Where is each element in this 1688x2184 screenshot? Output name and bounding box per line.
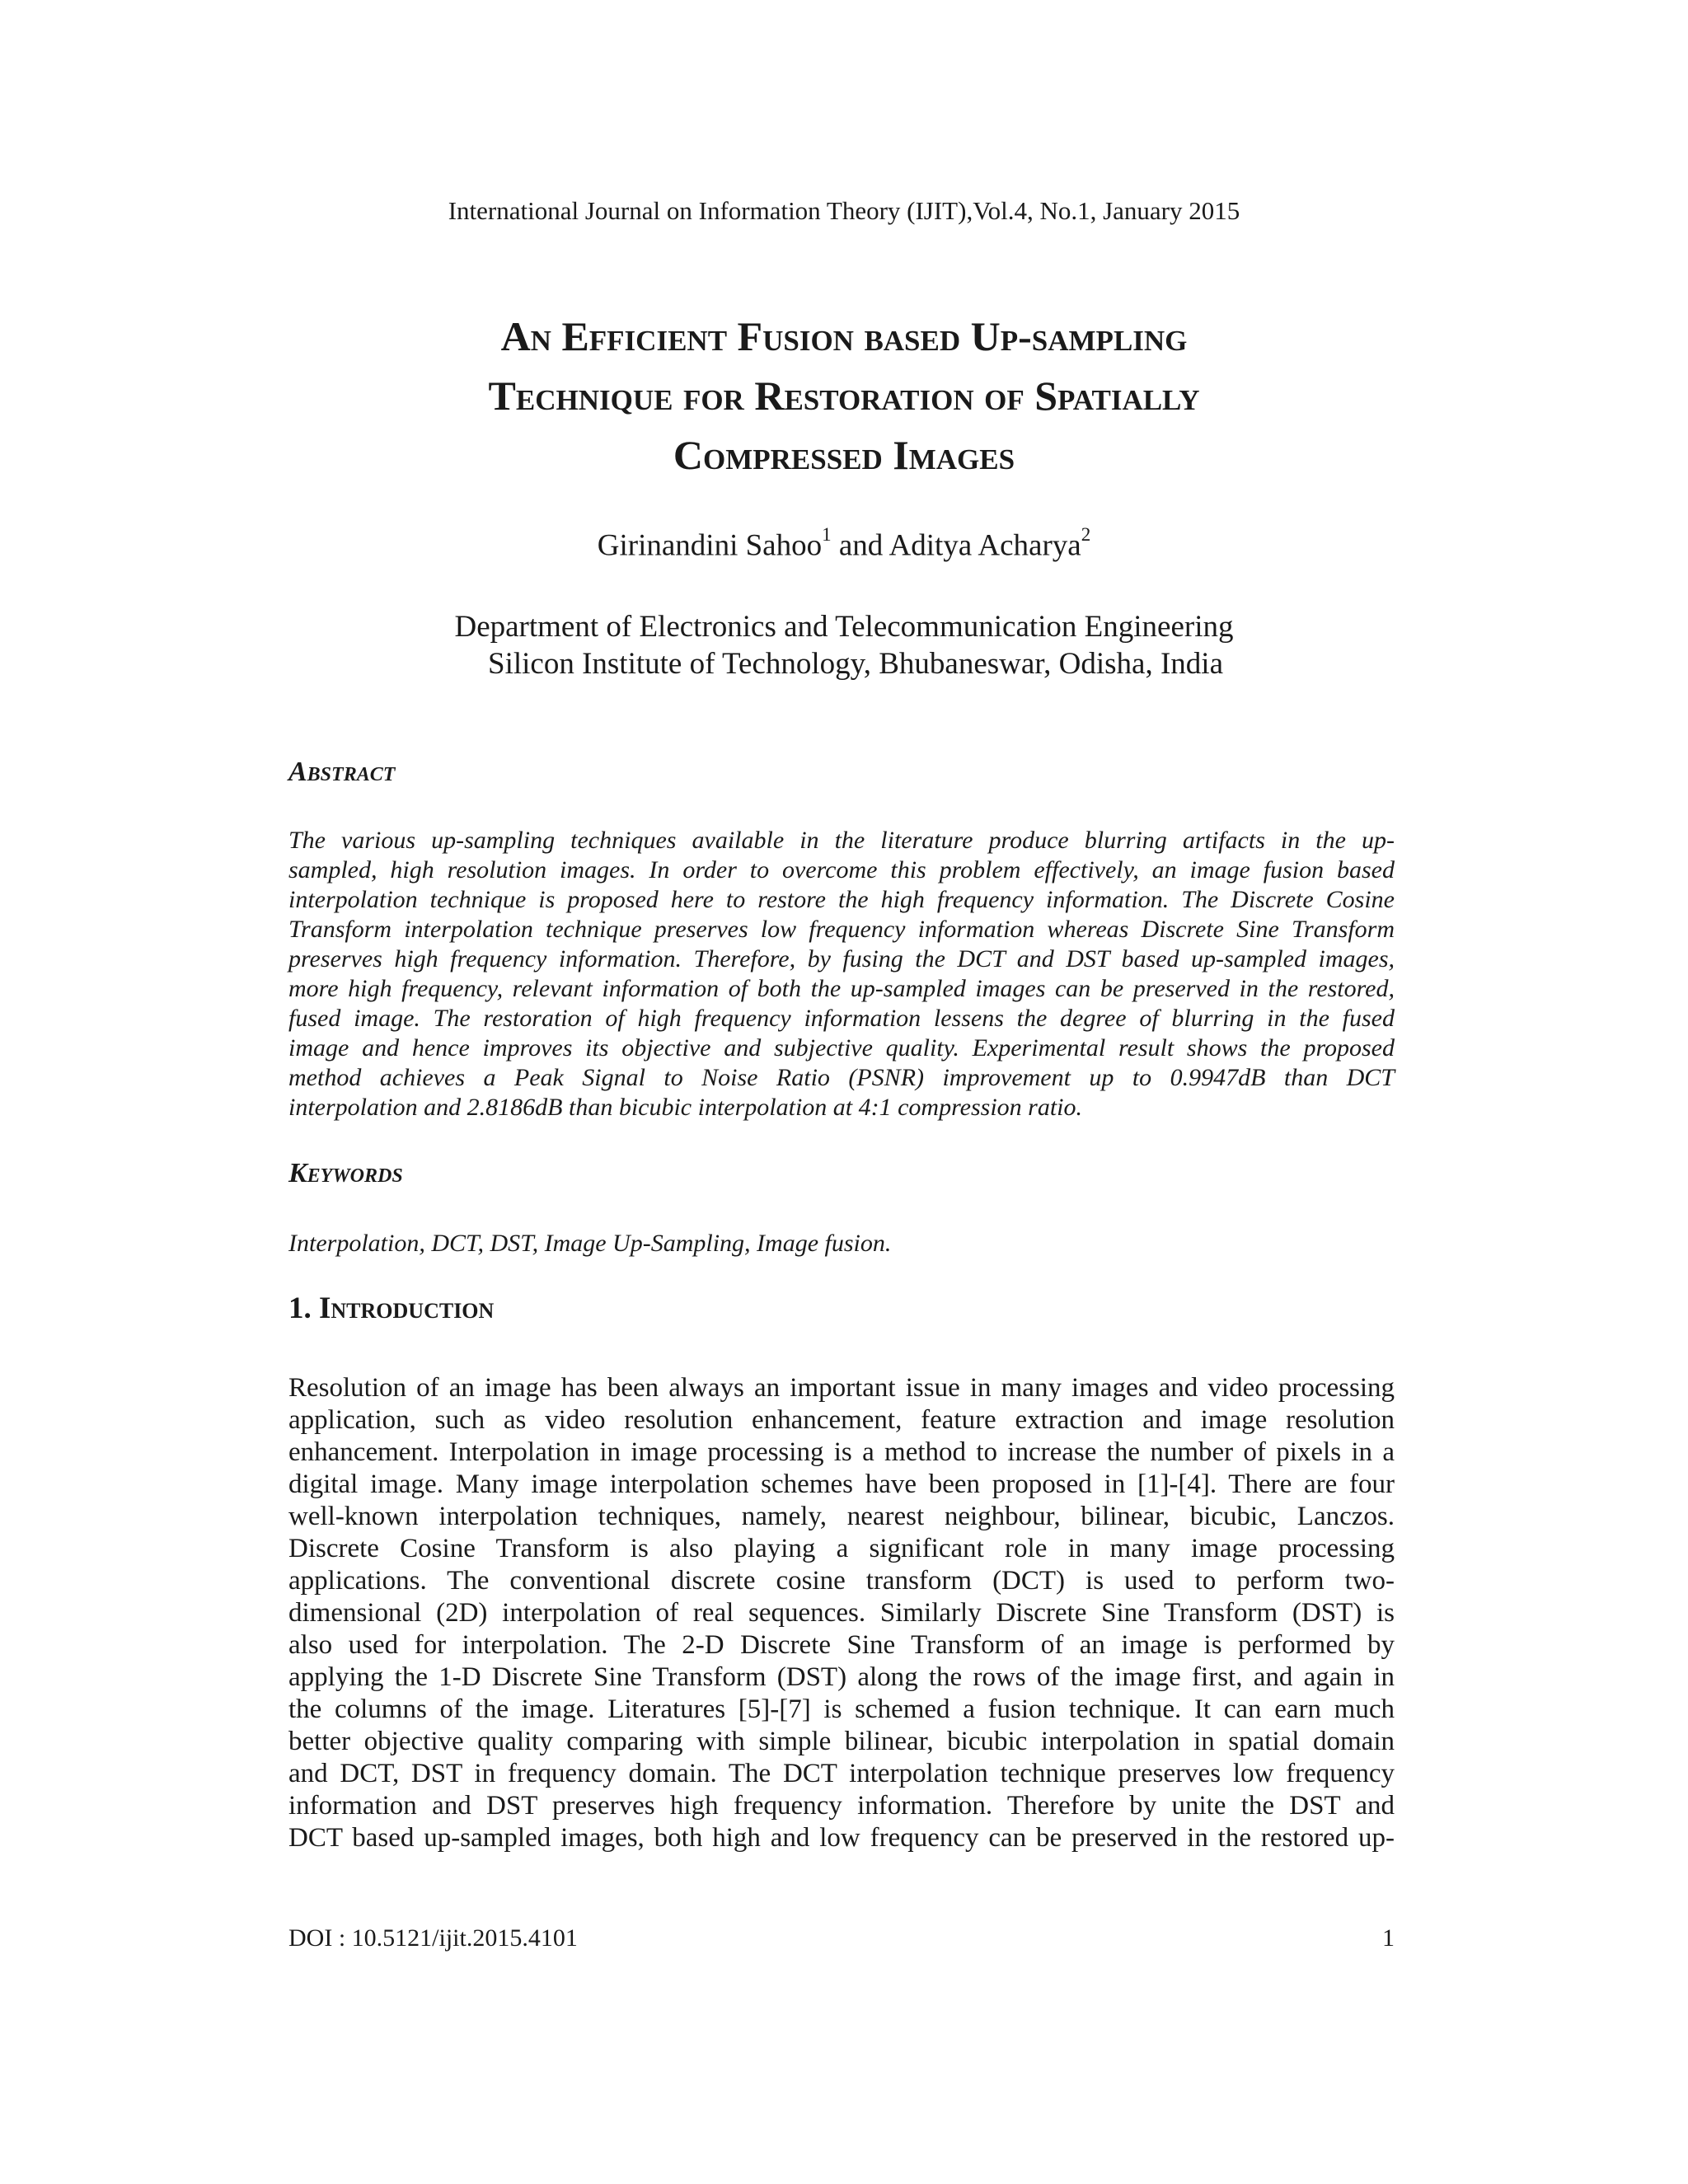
introduction-line: Discrete Cosine Transform is also playing a significant role in many image processing <box>288 1534 1395 1563</box>
author-list <box>0 524 1688 563</box>
abstract-line: preserves high frequency information. Therefore, by fusing the DCT and DST based up-sampled images, <box>288 945 1395 972</box>
introduction-line: information and DST preserves high frequency information. Therefore by unite the DST and <box>288 1791 1395 1821</box>
introduction-line: dimensional (2D) interpolation of real sequences. Similarly Discrete Sine Transform (DST) is <box>288 1598 1395 1628</box>
title-line: Technique for Restoration of Spatially <box>488 373 1200 419</box>
abstract-line: more high frequency, relevant information of both the up-sampled images can be preserved in the restored, <box>288 975 1395 1002</box>
abstract-heading: Abstract <box>288 757 396 787</box>
author-conjunction: and <box>831 528 889 563</box>
introduction-line: also used for interpolation. The 2-D Discrete Sine Transform of an image is performed by <box>288 1630 1395 1660</box>
introduction-line: DCT based up-sampled images, both high and low frequency can be preserved in the restored up- <box>288 1823 1395 1853</box>
introduction-line: and DCT, DST in frequency domain. The DCT interpolation technique preserves low frequency <box>288 1759 1395 1788</box>
abstract-line: Transform interpolation technique preserves low frequency information whereas Discrete Sine Transform <box>288 916 1395 943</box>
author-name: Girinandini Sahoo <box>597 528 823 563</box>
title-line: An Efficient Fusion based Up-sampling <box>500 313 1188 359</box>
keywords-text: Interpolation, DCT, DST, Image Up-Sampling, Image fusion. <box>288 1230 892 1257</box>
author-name: Aditya Acharya <box>889 528 1081 563</box>
introduction-line: better objective quality comparing with simple bilinear, bicubic interpolation in spatial domain <box>288 1727 1395 1756</box>
affiliation <box>0 608 1688 682</box>
abstract-line: fused image. The restoration of high frequency information lessens the degree of blurring in the fused <box>288 1005 1395 1032</box>
doi-footer: DOI : 10.5121/ijit.2015.4101 <box>288 1924 578 1952</box>
affiliation-department: Department of Electronics and Telecommunication Engineering <box>454 610 1234 644</box>
introduction-line: digital image. Many image interpolation schemes have been proposed in [1]-[4]. There are four <box>288 1469 1395 1499</box>
introduction-line: application, such as video resolution enhancement, feature extraction and image resolution <box>288 1405 1395 1435</box>
paper-title <box>185 307 1503 485</box>
abstract-line: method achieves a Peak Signal to Noise Ratio (PSNR) improvement up to 0.9947dB than DCT <box>288 1064 1395 1091</box>
keywords-heading: Keywords <box>288 1158 403 1188</box>
author-affiliation-mark: 1 <box>822 524 832 545</box>
abstract-line: interpolation technique is proposed here to restore the high frequency information. The Discrete Cosine <box>288 886 1395 913</box>
introduction-line: applying the 1-D Discrete Sine Transform (DST) along the rows of the image first, and again in <box>288 1662 1395 1692</box>
introduction-line: the columns of the image. Literatures [5]-[7] is schemed a fusion technique. It can earn much <box>288 1694 1395 1724</box>
author-affiliation-mark: 2 <box>1081 524 1091 545</box>
page-number: 1 <box>1382 1924 1395 1952</box>
affiliation-institute: Silicon Institute of Technology, Bhubaneswar, Odisha, India <box>488 647 1223 681</box>
introduction-line: applications. The conventional discrete cosine transform (DCT) is used to perform two- <box>288 1566 1395 1596</box>
abstract-line: sampled, high resolution images. In order to overcome this problem effectively, an image fusion based <box>288 856 1395 883</box>
introduction-line: enhancement. Interpolation in image processing is a method to increase the number of pixels in a <box>288 1437 1395 1467</box>
introduction-heading: 1. Introduction <box>288 1291 495 1325</box>
abstract-line: interpolation and 2.8186dB than bicubic interpolation at 4:1 compression ratio. <box>288 1094 1083 1121</box>
title-line: Compressed Images <box>673 432 1015 478</box>
journal-header: International Journal on Information Theory (IJIT),Vol.4, No.1, January 2015 <box>448 196 1240 225</box>
introduction-line: well-known interpolation techniques, namely, nearest neighbour, bilinear, bicubic, Lanczos. <box>288 1502 1395 1531</box>
abstract-line: The various up-sampling techniques available in the literature produce blurring artifacts in the up- <box>288 827 1395 854</box>
introduction-text <box>288 1372 1395 1854</box>
abstract-line: image and hence improves its objective and subjective quality. Experimental result shows the proposed <box>288 1034 1395 1062</box>
abstract-text <box>288 826 1395 1122</box>
introduction-line: Resolution of an image has been always an important issue in many images and video processing <box>288 1373 1395 1403</box>
